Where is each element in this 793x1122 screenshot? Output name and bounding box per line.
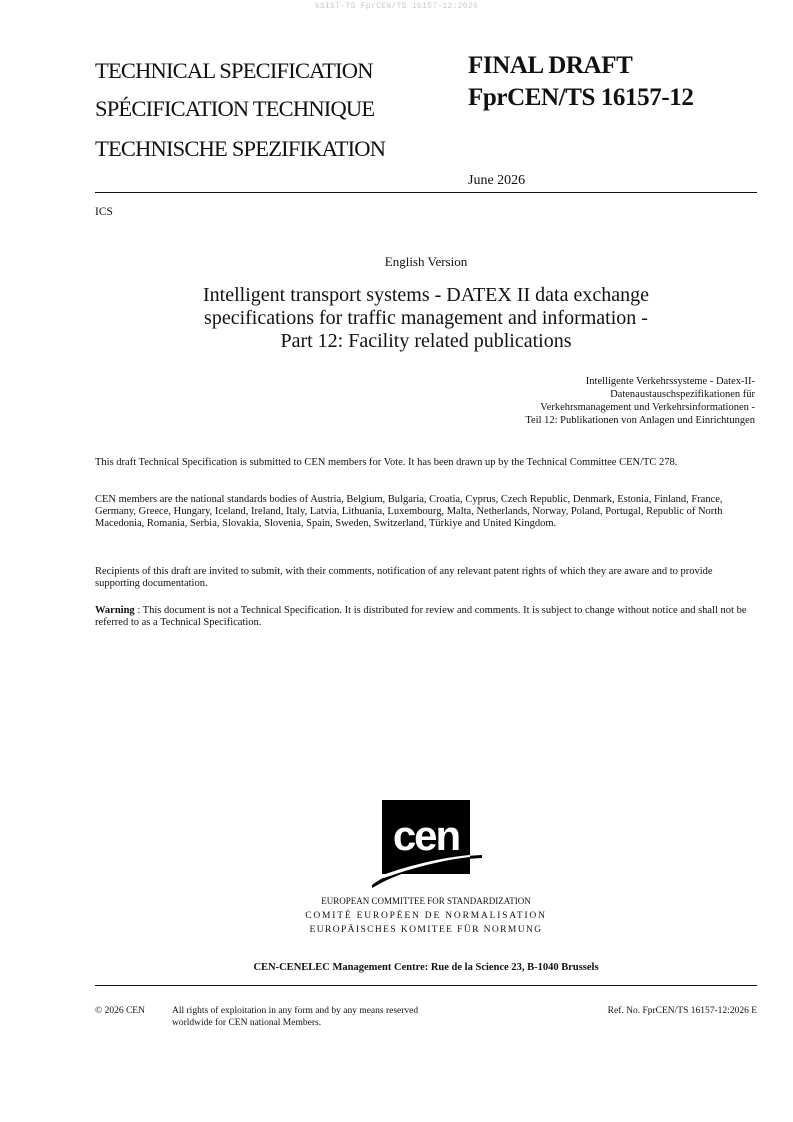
title-english	[95, 284, 757, 353]
paragraph-submission: This draft Technical Specification is submitted to CEN members for Vote. It has been drawn up by the Technical Committee CEN/TC 278.	[95, 457, 678, 468]
title-english-line: specifications for traffic management and information -	[204, 307, 648, 329]
warning-label: Warning	[95, 605, 135, 616]
doc-type-en: TECHNICAL SPECIFICATION	[95, 58, 373, 83]
language-version: English Version	[384, 254, 468, 269]
footer-reference: Ref. No. FprCEN/TS 16157-12:2026 E	[607, 1006, 757, 1016]
title-english-line: Intelligent transport systems - DATEX II data exchange	[203, 284, 649, 306]
title-german-line: Intelligente Verkehrssysteme - Datex-II-	[585, 376, 755, 387]
doc-type-de: TECHNISCHE SPEZIFIKATION	[95, 136, 386, 161]
title-german	[435, 375, 755, 427]
cen-logo-icon	[372, 800, 482, 888]
title-german-line: Datenaustauschspezifikationen für	[610, 389, 755, 400]
management-centre-address: CEN-CENELEC Management Centre: Rue de la Science 23, B-1040 Brussels	[253, 962, 599, 973]
paragraph-members: CEN members are the national standards bodies of Austria, Belgium, Bulgaria, Croatia, Cyprus, Czech Republic, Denmark, Estonia, Finland, France, Germany, Greece, Hungary, Iceland, Ireland, Italy, Latvia, Lithuania, Luxembourg, Malta, Netherlands, Norway, Poland, Portugal, Republic of North Macedonia, Romania, Serbia, Slovakia, Slovenia, Spain, Sweden, Switzerland, Türkiye and United Kingdom.	[95, 494, 723, 529]
footer-rule	[95, 985, 757, 986]
document-reference: FprCEN/TS 16157-12	[468, 84, 694, 111]
doc-type-fr: SPÉCIFICATION TECHNIQUE	[95, 96, 375, 121]
title-english-line: Part 12: Facility related publications	[280, 330, 572, 352]
title-german-line: Teil 12: Publikationen von Anlagen und Einrichtungen	[525, 415, 755, 426]
header-rule	[95, 192, 757, 193]
footer-copyright: © 2026 CEN	[95, 1006, 145, 1016]
org-name-fr: COMITÉ EUROPÉEN DE NORMALISATION	[305, 911, 547, 921]
footer-rights	[172, 1005, 418, 1029]
title-german-line: Verkehrsmanagement und Verkehrsinformationen -	[540, 402, 755, 413]
paragraph-patents: Recipients of this draft are invited to submit, with their comments, notification of any relevant patent rights of which they are aware and to provide supporting documentation.	[95, 566, 713, 589]
org-name-en: EUROPEAN COMMITTEE FOR STANDARDIZATION	[321, 896, 531, 906]
cen-logo-text: cen	[392, 812, 460, 859]
footer-rights-line: worldwide for CEN national Members.	[172, 1018, 322, 1028]
ics-label: ICS	[95, 206, 113, 218]
draft-status: FINAL DRAFT	[468, 52, 633, 79]
warning-text: : This document is not a Technical Specification. It is distributed for review and comments. It is subject to change without notice and shall not be referred to as a Technical Specification.	[95, 605, 747, 628]
watermark: kSIST-TS FprCEN/TS 16157-12:2026	[314, 2, 479, 11]
footer-rights-line: All rights of exploitation in any form and by any means reserved	[172, 1006, 419, 1016]
document-date: June 2026	[468, 173, 526, 188]
paragraph-warning	[95, 605, 757, 629]
org-name-de: EUROPÄISCHES KOMITEE FÜR NORMUNG	[309, 925, 543, 935]
